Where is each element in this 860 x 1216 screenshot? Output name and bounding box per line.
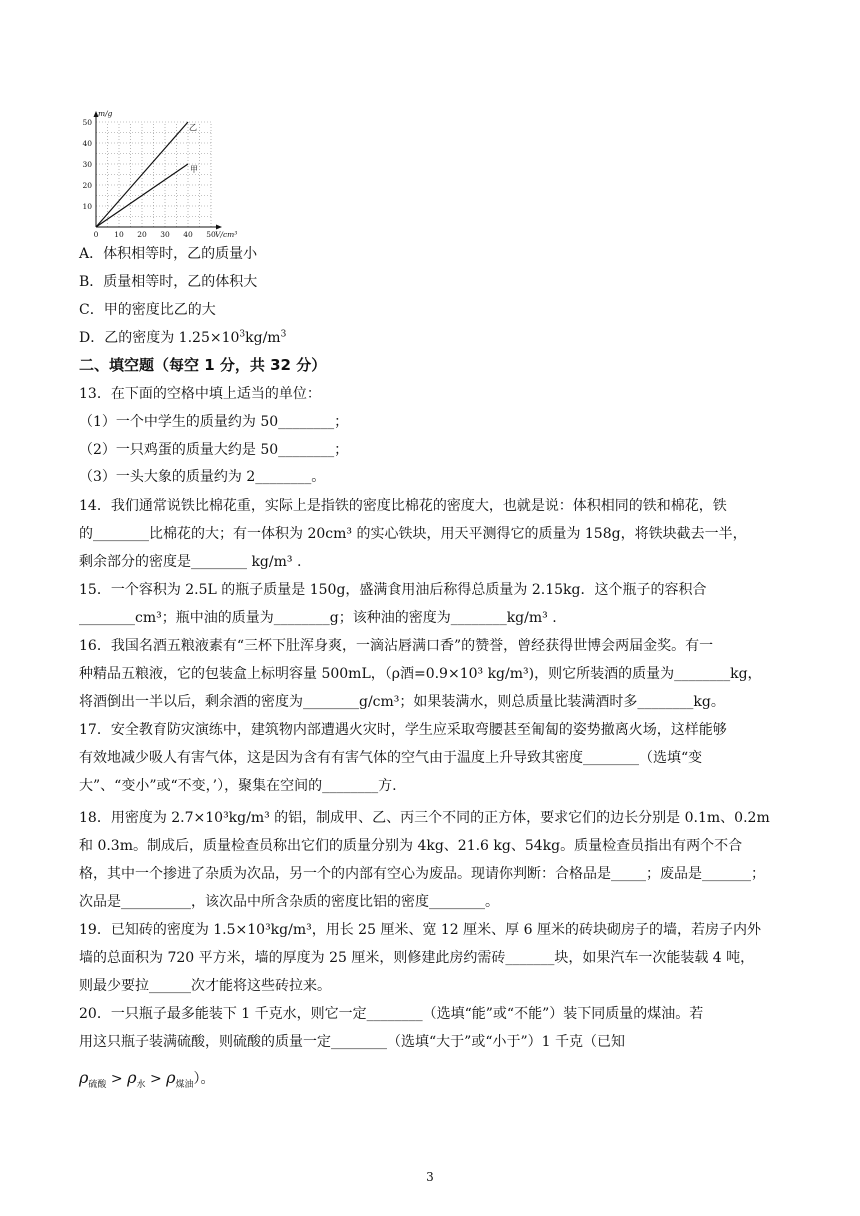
text-line: 墙的总面积为 720 平方米，墙的厚度为 25 厘米，则修建此房约需砖_______块，如果汽车一次能装载 4 吨， — [79, 950, 755, 966]
x-axis-arrow — [216, 225, 222, 230]
y-axis-label: m/g — [98, 110, 113, 118]
option-b: B．质量相等时，乙的体积大 — [79, 274, 258, 290]
text-line: 17．安全教育防灾演练中，建筑物内部遭遇火灾时，学生应采取弯腰甚至匍匐的姿势撤离火场，这样能够 — [79, 722, 727, 738]
text-line: 用这只瓶子装满硫酸，则硫酸的质量一定________（选填“大于”或“小于”）1 千克（已知 — [79, 1034, 625, 1050]
x-tick-label: 30 — [160, 230, 170, 239]
text-line: （3）一头大象的质量约为 2________。 — [79, 469, 326, 485]
text-line: 将酒倒出一半以后，剩余酒的密度为________g/cm³；如果装满水，则总质量比装满酒时多________kg。 — [79, 694, 725, 710]
series-label-yi: 乙 — [189, 123, 197, 132]
x-tick-label: 50 — [206, 230, 216, 239]
text-line: 13．在下面的空格中填上适当的单位： — [79, 386, 321, 402]
text-line: （2）一只鸡蛋的质量大约是 50________； — [79, 442, 349, 458]
series-label-jia: 甲 — [190, 165, 198, 174]
section-title: 二、填空题（每空 1 分，共 32 分） — [79, 356, 327, 374]
x-axis-label: V/cm³ — [215, 230, 238, 239]
text-line: 有效地减少吸人有害气体，这是因为含有有害气体的空气由于温度上升导致其密度________（选填“变 — [79, 750, 703, 766]
text-line: 20．一只瓶子最多能装下 1 千克水，则它一定________（选填“能”或“不能”）装下同质量的煤油。若 — [79, 1006, 704, 1022]
text-line: 16．我国名酒五粮液素有“三杯下肚浑身爽，一滴沾唇满口香”的赞誉，曾经获得世博会两届金奖。有一 — [79, 638, 714, 654]
graph-grid — [96, 122, 211, 227]
x-tick-label: 20 — [137, 230, 147, 239]
option-a: A．体积相等时，乙的质量小 — [79, 246, 258, 262]
x-tick-label: 40 — [183, 230, 193, 239]
x-tick-label: 10 — [114, 230, 124, 239]
text-line: 大”、“变小”或“不变，’），聚集在空间的________方. — [79, 778, 397, 794]
text-line: 的________比棉花的大；有一体积为 20cm³ 的实心铁块，用天平测得它的质量为 158g，将铁块截去一半， — [79, 526, 747, 542]
x-tick-label: 0 — [93, 230, 99, 239]
y-tick-label: 50 — [82, 118, 92, 127]
text-line: 次品是__________，该次品中所含杂质的密度比铝的密度________。 — [79, 894, 499, 910]
text-line: ________cm³；瓶中油的质量为________g；该种油的密度为________kg/m³ . — [79, 610, 557, 626]
text-line: （1）一个中学生的质量约为 50________； — [79, 414, 349, 430]
y-tick-label: 20 — [82, 181, 92, 190]
y-tick-label: 30 — [82, 160, 92, 169]
y-tick-label: 10 — [82, 202, 92, 211]
text-line: 格，其中一个掺进了杂质为次品，另一个的内部有空心为废品。现请你判断：合格品是_____；废品是_______； — [79, 866, 765, 882]
option-d: D．乙的密度为 $1.25\times 10^3kg/m^3$ — [79, 329, 287, 346]
density-inequality: $\rho_{硫酸} > \rho_水 > \rho_{煤油}$）。 — [79, 1068, 215, 1090]
text-line: 种精品五粮液，它的包装盒上标明容量 500mL，（ρ酒=0.9×10³ kg/m³)，则它所装酒的质量为________kg， — [79, 666, 762, 682]
text-line: 18．用密度为 2.7×10³kg/m³ 的铝，制成甲、乙、丙三个不同的正方体，要求它们的边长分别是 0.1m、0.2m — [79, 810, 770, 826]
page-number: 3 — [426, 1170, 434, 1184]
text-line: 剩余部分的密度是________ kg/m³ . — [79, 554, 302, 570]
text-line: 15．一个容积为 2.5L 的瓶子质量是 150g，盛满食用油后称得总质量为 2.15kg．这个瓶子的容积合 — [79, 582, 707, 598]
option-c: C．甲的密度比乙的大 — [79, 302, 216, 318]
mass-volume-graph — [78, 110, 238, 240]
y-tick-label: 40 — [82, 139, 92, 148]
text-line: 则最少要拉______次才能将这些砖拉来。 — [79, 978, 331, 994]
text-line: 19．已知砖的密度为 1.5×10³kg/m³，用长 25 厘米、宽 12 厘米、厚 6 厘米的砖块砌房子的墙，若房子内外 — [79, 922, 761, 938]
text-line: 14．我们通常说铁比棉花重，实际上是指铁的密度比棉花的密度大，也就是说：体积相同的铁和棉花，铁 — [79, 498, 727, 514]
text-line: 和 0.3m。制成后，质量检查员称出它们的质量分别为 4kg、21.6 kg、54kg。质量检查员指出有两个不合 — [79, 838, 743, 854]
graph-axes — [94, 111, 223, 230]
